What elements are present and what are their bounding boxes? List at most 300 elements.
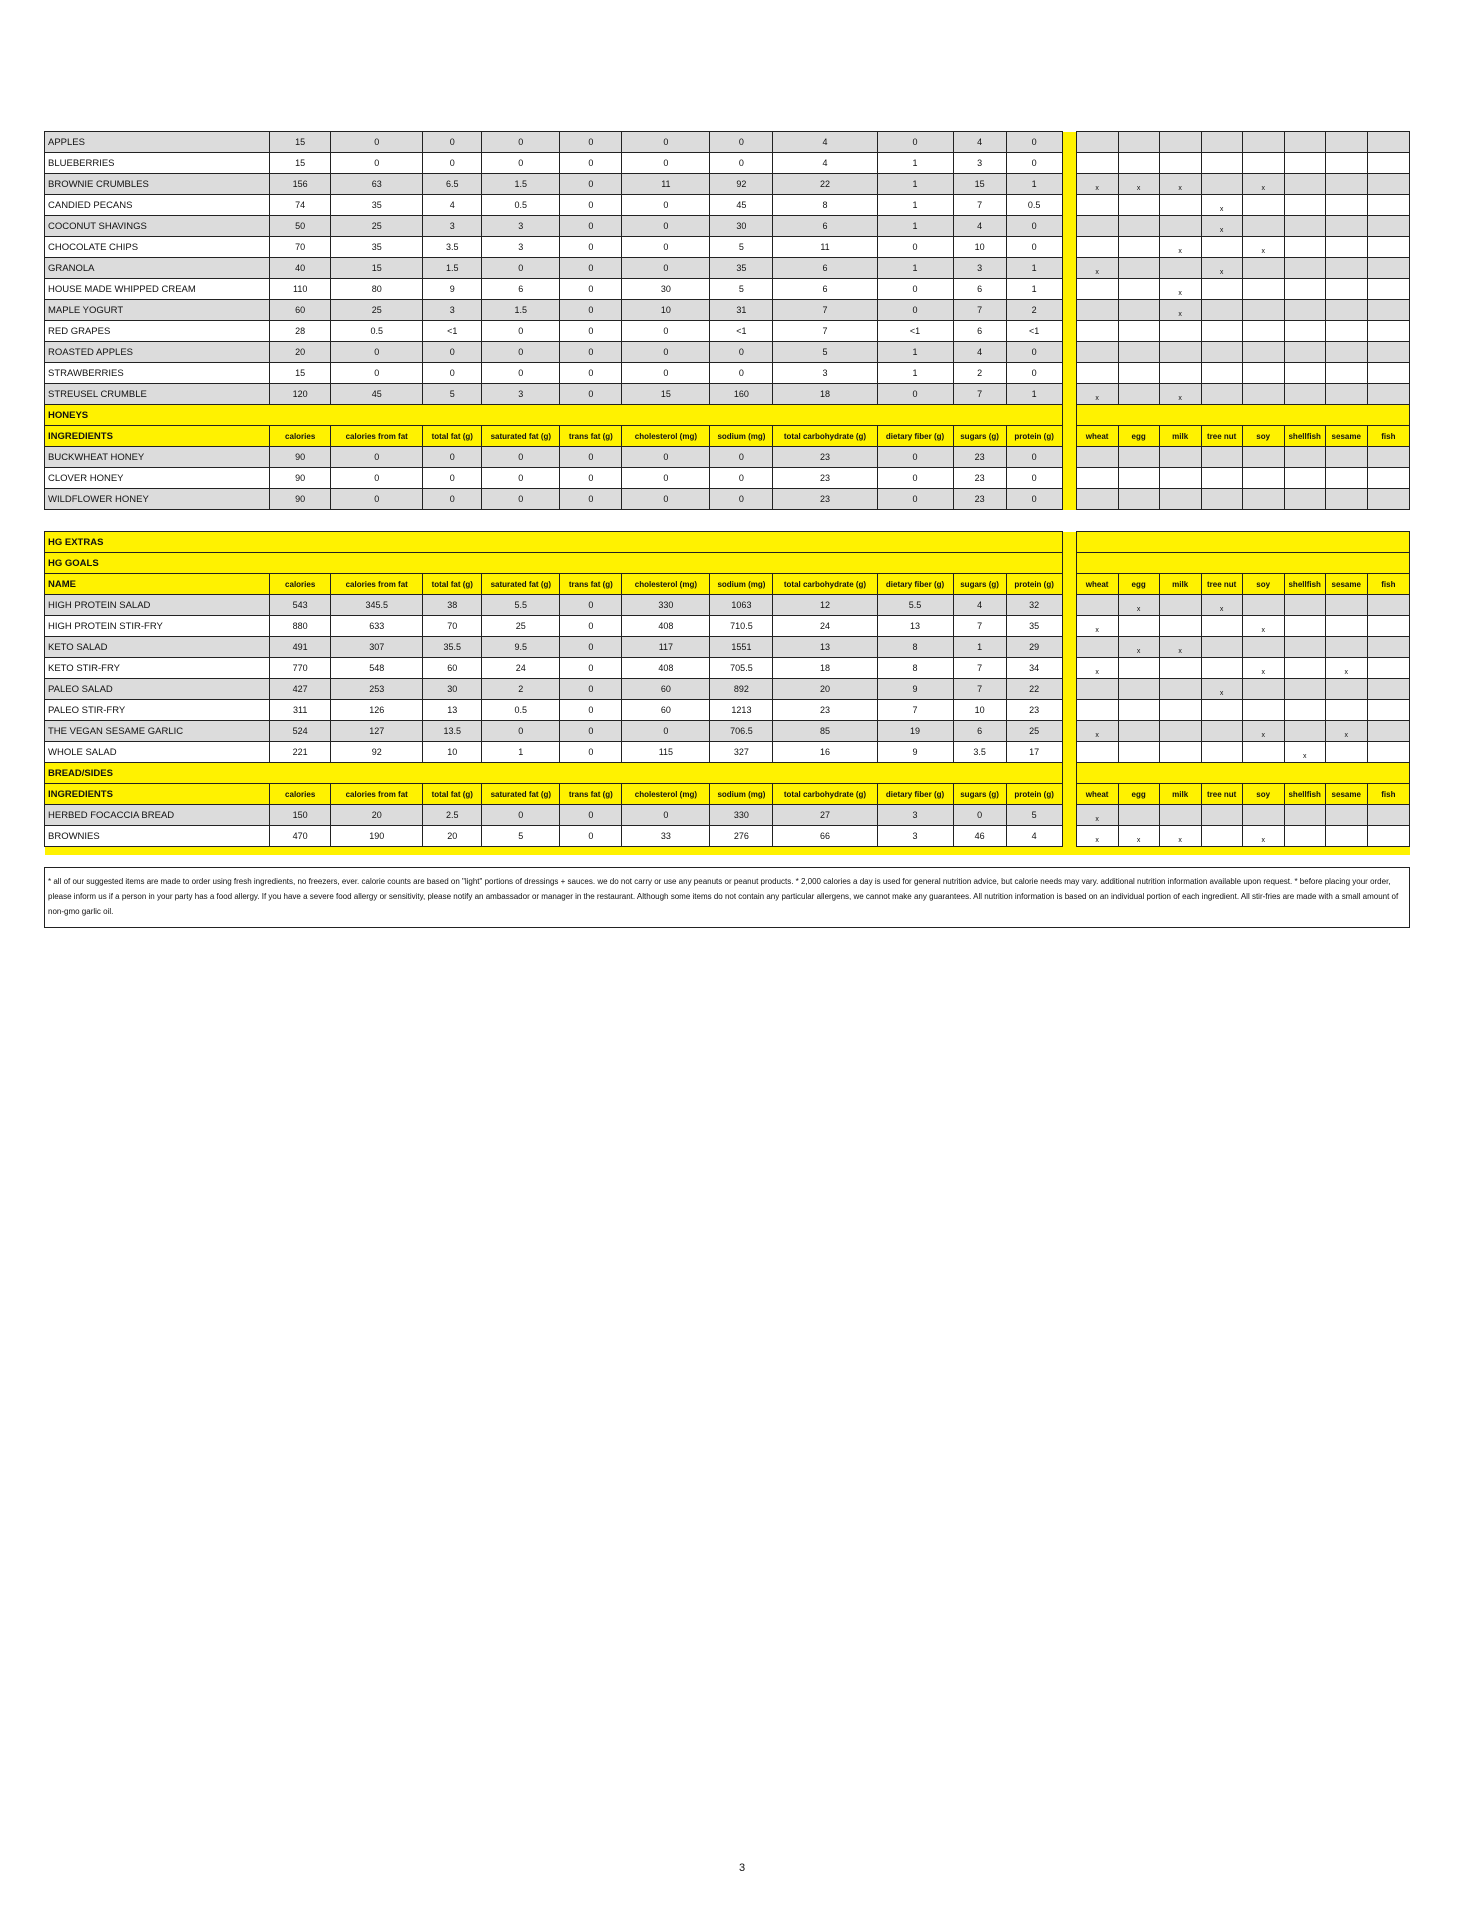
nutrition-value: 0: [560, 153, 622, 174]
nutrition-value: 253: [331, 679, 423, 700]
table-row: [45, 195, 1410, 216]
allergen-cell: [1201, 700, 1242, 721]
nutrition-value: 23: [773, 468, 877, 489]
allergen-cell: [1325, 658, 1367, 679]
allergen-cell: [1325, 195, 1367, 216]
nutrition-value: 5: [1006, 805, 1062, 826]
allergen-cell: [1076, 195, 1118, 216]
allergen-mark: x: [1219, 269, 1224, 276]
allergen-mark: x: [1261, 248, 1265, 255]
nutrition-value: 345.5: [331, 595, 423, 616]
allergen-cell: [1076, 153, 1118, 174]
allergen-cell: [1325, 153, 1367, 174]
nutrition-value: 0: [482, 132, 560, 153]
allergen-cell: [1367, 153, 1409, 174]
nutrition-value: 150: [270, 805, 331, 826]
nutrition-value: 491: [270, 637, 331, 658]
allergen-cell: [1118, 258, 1159, 279]
allergen-cell: [1159, 468, 1201, 489]
column-separator: [1062, 300, 1076, 321]
allergen-cell: [1325, 384, 1367, 405]
allergen-cell: [1367, 342, 1409, 363]
allergen-cell: [1201, 300, 1242, 321]
allergen-cell: [1367, 132, 1409, 153]
table-row: [45, 679, 1410, 700]
allergen-cell: [1076, 721, 1118, 742]
footnote: * all of our suggested items are made to order using fresh ingredients, no freezers, ever. calorie counts are based on "light" portions of dressings + sauces. we do not carry or use any peanuts or peanut products. * 2,000 calories a day is used for general nutrition advice, but calorie needs may vary. additional nutrition information available upon request. * before placing your order, please inform us if a person in your party has a food allergy. If you have a severe food allergy or sensitivity, please notify an ambassador or manager in the restaurant. Although some items do not contain any particular allergens, we cannot make any guarantees. All nutrition information is based on an individual portion of each ingredient. All stir-fries are made with a small amount of non-gmo garlic oil.: [44, 867, 1410, 928]
allergen-cell: [1325, 363, 1367, 384]
allergen-cell: [1159, 384, 1201, 405]
nutrition-value: 0: [560, 679, 622, 700]
nutrition-value: 311: [270, 700, 331, 721]
nutrition-value: 892: [710, 679, 773, 700]
nutrition-value: 0: [560, 826, 622, 847]
allergen-mark: x: [1261, 732, 1265, 739]
allergen-cell: [1242, 258, 1284, 279]
allergen-mark: x: [1136, 837, 1141, 844]
nutrition-value: 5: [773, 342, 877, 363]
nutrition-value: 110: [270, 279, 331, 300]
item-name: COCONUT SHAVINGS: [45, 216, 270, 237]
item-name: CHOCOLATE CHIPS: [45, 237, 270, 258]
allergen-cell: [1159, 742, 1201, 763]
nutrition-value: 524: [270, 721, 331, 742]
allergen-cell: [1284, 342, 1325, 363]
nutrition-value: 90: [270, 468, 331, 489]
item-name: ROASTED APPLES: [45, 342, 270, 363]
nutrition-value: 0.5: [331, 321, 423, 342]
nutrition-value: 0: [331, 153, 423, 174]
item-name: BROWNIES: [45, 826, 270, 847]
allergen-cell: [1284, 384, 1325, 405]
column-header: protein (g): [1006, 574, 1062, 595]
nutrition-value: 0: [877, 447, 953, 468]
nutrition-value: 0: [622, 363, 710, 384]
allergen-cell: [1367, 826, 1409, 847]
nutrition-value: 7: [953, 195, 1006, 216]
item-name: APPLES: [45, 132, 270, 153]
column-separator: [1062, 363, 1076, 384]
nutrition-value: 0: [622, 237, 710, 258]
nutrition-value: 0: [560, 468, 622, 489]
column-separator: [1062, 342, 1076, 363]
table-row: [45, 447, 1410, 468]
allergen-cell: [1242, 637, 1284, 658]
nutrition-value: 13: [423, 700, 482, 721]
allergen-cell: [1076, 447, 1118, 468]
allergen-cell: [1367, 742, 1409, 763]
nutrition-value: 18: [773, 384, 877, 405]
column-header: calories: [270, 426, 331, 447]
column-header: protein (g): [1006, 426, 1062, 447]
column-separator: [1062, 658, 1076, 679]
nutrition-value: 0.5: [482, 195, 560, 216]
table-row: [45, 616, 1410, 637]
item-name: GRANOLA: [45, 258, 270, 279]
column-separator: [1062, 637, 1076, 658]
nutrition-value: 10: [953, 700, 1006, 721]
column-header: sodium (mg): [710, 574, 773, 595]
allergen-cell: [1118, 153, 1159, 174]
column-header: calories: [270, 784, 331, 805]
allergen-cell: [1284, 174, 1325, 195]
allergen-cell: [1201, 132, 1242, 153]
column-separator: [1062, 174, 1076, 195]
section-hg-extras: [45, 532, 1410, 553]
nutrition-value: 0: [1006, 237, 1062, 258]
nutrition-value: 66: [773, 826, 877, 847]
nutrition-value: 10: [423, 742, 482, 763]
nutrition-value: 90: [270, 489, 331, 510]
nutrition-value: 0: [1006, 216, 1062, 237]
allergen-cell: [1159, 447, 1201, 468]
column-header: cholesterol (mg): [622, 784, 710, 805]
nutrition-value: 117: [622, 637, 710, 658]
nutrition-value: 70: [270, 237, 331, 258]
nutrition-value: 1213: [710, 700, 773, 721]
column-header: dietary fiber (g): [877, 784, 953, 805]
allergen-cell: [1242, 342, 1284, 363]
nutrition-value: 30: [423, 679, 482, 700]
item-name: CLOVER HONEY: [45, 468, 270, 489]
nutrition-value: 1: [877, 342, 953, 363]
nutrition-value: 0: [710, 342, 773, 363]
nutrition-value: 5: [710, 279, 773, 300]
nutrition-value: 9: [877, 679, 953, 700]
allergen-cell: [1201, 384, 1242, 405]
column-separator: [1062, 258, 1076, 279]
item-name: HERBED FOCACCIA BREAD: [45, 805, 270, 826]
allergen-mark: x: [1095, 837, 1099, 844]
item-name: KETO STIR-FRY: [45, 658, 270, 679]
nutrition-value: 6: [773, 279, 877, 300]
nutrition-value: 60: [270, 300, 331, 321]
nutrition-value: 0: [560, 489, 622, 510]
column-separator: [1062, 847, 1076, 856]
column-header: total carbohydrate (g): [773, 784, 877, 805]
nutrition-value: 0: [710, 132, 773, 153]
allergen-cell: [1325, 489, 1367, 510]
nutrition-value: 0: [1006, 468, 1062, 489]
nutrition-value: 0: [1006, 342, 1062, 363]
nutrition-value: 0: [622, 132, 710, 153]
allergen-cell: [1367, 679, 1409, 700]
allergen-cell: [1118, 195, 1159, 216]
item-name: CANDIED PECANS: [45, 195, 270, 216]
allergen-cell: [1118, 805, 1159, 826]
table-row: [45, 489, 1410, 510]
nutrition-value: 0: [482, 153, 560, 174]
allergen-cell: [1367, 805, 1409, 826]
nutrition-value: 15: [270, 153, 331, 174]
nutrition-value: 1: [1006, 258, 1062, 279]
allergen-cell: [1118, 826, 1159, 847]
section-hg-goals: [45, 553, 1410, 574]
nutrition-value: 0: [482, 321, 560, 342]
column-separator: [1062, 468, 1076, 489]
allergen-cell: [1242, 616, 1284, 637]
nutrition-value: 28: [270, 321, 331, 342]
nutrition-value: 1: [877, 258, 953, 279]
nutrition-value: 0: [423, 132, 482, 153]
column-header: saturated fat (g): [482, 574, 560, 595]
nutrition-value: 0: [331, 468, 423, 489]
allergen-cell: [1325, 279, 1367, 300]
nutrition-value: 0: [622, 321, 710, 342]
allergen-mark: x: [1219, 606, 1224, 613]
allergen-cell: [1201, 489, 1242, 510]
nutrition-value: 0: [622, 721, 710, 742]
item-name: WHOLE SALAD: [45, 742, 270, 763]
item-name: PALEO SALAD: [45, 679, 270, 700]
table-row: [45, 721, 1410, 742]
nutrition-value: 5: [423, 384, 482, 405]
nutrition-value: 3: [953, 153, 1006, 174]
allergen-cell: [1118, 595, 1159, 616]
allergen-header: wheat: [1076, 426, 1118, 447]
allergen-cell: [1284, 637, 1325, 658]
nutrition-page: [44, 131, 1410, 928]
allergen-cell: [1284, 468, 1325, 489]
allergen-cell: [1325, 342, 1367, 363]
column-separator: [1062, 447, 1076, 468]
column-header: sodium (mg): [710, 784, 773, 805]
section-title: HG GOALS: [45, 553, 1063, 574]
column-header: dietary fiber (g): [877, 426, 953, 447]
nutrition-value: 0: [482, 805, 560, 826]
allergen-cell: [1325, 300, 1367, 321]
allergen-cell: [1159, 216, 1201, 237]
allergen-header: sesame: [1325, 426, 1367, 447]
section-fill: [1076, 532, 1409, 553]
nutrition-value: 23: [773, 700, 877, 721]
nutrition-value: 0: [560, 805, 622, 826]
allergen-cell: [1242, 237, 1284, 258]
allergen-header: shellfish: [1284, 784, 1325, 805]
column-separator: [1062, 384, 1076, 405]
allergen-cell: [1201, 216, 1242, 237]
nutrition-value: 23: [953, 468, 1006, 489]
allergen-cell: [1076, 237, 1118, 258]
allergen-cell: [1159, 679, 1201, 700]
column-separator: [1062, 784, 1076, 805]
item-name: MAPLE YOGURT: [45, 300, 270, 321]
nutrition-value: 1.5: [482, 174, 560, 195]
allergen-cell: [1367, 195, 1409, 216]
nutrition-value: 0: [1006, 447, 1062, 468]
column-header-name: INGREDIENTS: [45, 426, 270, 447]
allergen-mark: x: [1261, 837, 1265, 844]
table-row: [45, 826, 1410, 847]
nutrition-value: 11: [773, 237, 877, 258]
table-row: [45, 468, 1410, 489]
column-separator: [1062, 574, 1076, 595]
table-row: [45, 658, 1410, 679]
nutrition-value: 0: [877, 279, 953, 300]
allergen-cell: [1367, 216, 1409, 237]
allergen-cell: [1367, 321, 1409, 342]
nutrition-value: 25: [331, 216, 423, 237]
allergen-cell: [1284, 826, 1325, 847]
column-header: sugars (g): [953, 426, 1006, 447]
allergen-mark: x: [1178, 248, 1182, 255]
column-header: calories from fat: [331, 784, 423, 805]
column-separator: [1062, 132, 1076, 153]
nutrition-value: 0: [560, 132, 622, 153]
nutrition-value: 0: [622, 153, 710, 174]
nutrition-value: 1: [953, 637, 1006, 658]
nutrition-value: 307: [331, 637, 423, 658]
nutrition-value: 160: [710, 384, 773, 405]
allergen-cell: [1118, 363, 1159, 384]
allergen-cell: [1242, 826, 1284, 847]
allergen-cell: [1242, 679, 1284, 700]
allergen-cell: [1159, 300, 1201, 321]
nutrition-value: 5: [482, 826, 560, 847]
allergen-cell: [1118, 132, 1159, 153]
allergen-cell: [1325, 721, 1367, 742]
nutrition-value: 3.5: [953, 742, 1006, 763]
allergen-mark: x: [1095, 627, 1099, 634]
allergen-cell: [1242, 468, 1284, 489]
column-header: total fat (g): [423, 574, 482, 595]
nutrition-value: 6: [482, 279, 560, 300]
allergen-cell: [1159, 132, 1201, 153]
column-separator: [1062, 237, 1076, 258]
item-name: PALEO STIR-FRY: [45, 700, 270, 721]
table-row: [45, 321, 1410, 342]
table-row: [45, 174, 1410, 195]
column-header-row: [45, 426, 1410, 447]
allergen-cell: [1118, 489, 1159, 510]
nutrition-value: 4: [423, 195, 482, 216]
nutrition-value: 20: [773, 679, 877, 700]
nutrition-value: 1: [877, 153, 953, 174]
allergen-cell: [1325, 679, 1367, 700]
nutrition-value: 0: [423, 468, 482, 489]
nutrition-value: 0: [331, 342, 423, 363]
column-header-row: [45, 574, 1410, 595]
column-header: total fat (g): [423, 426, 482, 447]
allergen-mark: x: [1219, 206, 1224, 213]
nutrition-value: 0: [423, 342, 482, 363]
nutrition-value: 4: [773, 153, 877, 174]
nutrition-value: 0: [560, 447, 622, 468]
nutrition-value: 0: [423, 363, 482, 384]
allergen-cell: [1159, 342, 1201, 363]
allergen-cell: [1325, 447, 1367, 468]
nutrition-value: 1: [877, 216, 953, 237]
column-header: total carbohydrate (g): [773, 426, 877, 447]
nutrition-value: 4: [953, 216, 1006, 237]
nutrition-value: 0: [560, 321, 622, 342]
nutrition-value: 633: [331, 616, 423, 637]
allergen-cell: [1284, 132, 1325, 153]
nutrition-value: 1: [482, 742, 560, 763]
allergen-cell: [1118, 679, 1159, 700]
nutrition-value: 9: [423, 279, 482, 300]
allergen-mark: x: [1178, 290, 1182, 297]
section-fill: [1076, 553, 1409, 574]
nutrition-value: 22: [773, 174, 877, 195]
section-title: HG EXTRAS: [45, 532, 1063, 553]
item-name: KETO SALAD: [45, 637, 270, 658]
allergen-cell: [1367, 447, 1409, 468]
allergen-cell: [1325, 132, 1367, 153]
nutrition-value: 0: [423, 447, 482, 468]
allergen-cell: [1201, 468, 1242, 489]
allergen-header: shellfish: [1284, 574, 1325, 595]
allergen-cell: [1076, 468, 1118, 489]
nutrition-value: 3.5: [423, 237, 482, 258]
nutrition-value: 0: [560, 300, 622, 321]
nutrition-value: 0: [560, 616, 622, 637]
nutrition-value: 7: [953, 679, 1006, 700]
column-separator: [1062, 195, 1076, 216]
allergen-cell: [1159, 489, 1201, 510]
allergen-cell: [1076, 321, 1118, 342]
nutrition-value: 8: [877, 658, 953, 679]
allergen-cell: [1284, 447, 1325, 468]
nutrition-value: 0: [710, 447, 773, 468]
section-fill: [1076, 763, 1409, 784]
item-name: STREUSEL CRUMBLE: [45, 384, 270, 405]
nutrition-value: 4: [953, 132, 1006, 153]
column-separator: [1062, 426, 1076, 447]
nutrition-value: 4: [953, 342, 1006, 363]
nutrition-value: 120: [270, 384, 331, 405]
nutrition-value: 40: [270, 258, 331, 279]
allergen-cell: [1201, 174, 1242, 195]
allergen-cell: [1159, 616, 1201, 637]
nutrition-value: 1.5: [423, 258, 482, 279]
nutrition-value: 7: [953, 658, 1006, 679]
nutrition-value: 0: [1006, 363, 1062, 384]
nutrition-value: 23: [773, 489, 877, 510]
nutrition-value: 4: [953, 595, 1006, 616]
nutrition-value: 7: [953, 300, 1006, 321]
allergen-header: milk: [1159, 784, 1201, 805]
column-header-row: [45, 784, 1410, 805]
allergen-cell: [1159, 721, 1201, 742]
nutrition-value: 0: [560, 384, 622, 405]
allergen-cell: [1367, 468, 1409, 489]
nutrition-value: 7: [773, 300, 877, 321]
nutrition-value: 11: [622, 174, 710, 195]
nutrition-value: 0: [877, 237, 953, 258]
nutrition-value: 3: [877, 826, 953, 847]
column-separator: [1062, 532, 1076, 553]
nutrition-value: 0: [877, 300, 953, 321]
allergen-cell: [1201, 258, 1242, 279]
section-title: HONEYS: [45, 405, 1063, 426]
allergen-cell: [1242, 363, 1284, 384]
allergen-cell: [1118, 721, 1159, 742]
allergen-cell: [1284, 679, 1325, 700]
nutrition-value: 127: [331, 721, 423, 742]
allergen-mark: x: [1302, 753, 1307, 760]
allergen-cell: [1076, 742, 1118, 763]
allergen-cell: [1284, 805, 1325, 826]
item-name: HIGH PROTEIN SALAD: [45, 595, 270, 616]
allergen-cell: [1367, 595, 1409, 616]
column-header: trans fat (g): [560, 574, 622, 595]
nutrition-value: 60: [423, 658, 482, 679]
column-header: cholesterol (mg): [622, 426, 710, 447]
allergen-mark: x: [1344, 732, 1348, 739]
nutrition-value: 0: [560, 174, 622, 195]
nutrition-value: 23: [953, 447, 1006, 468]
